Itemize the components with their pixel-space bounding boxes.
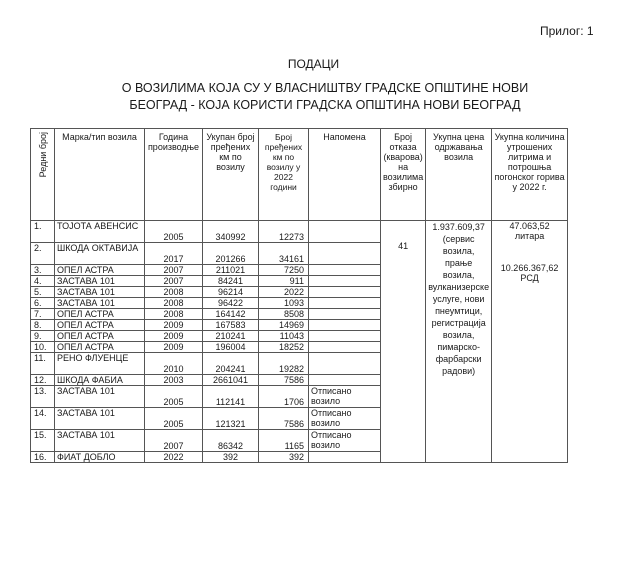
row-note bbox=[309, 375, 381, 386]
subtitle-line-1: О ВОЗИЛИМА КОЈА СУ У ВЛАСНИШТВУ ГРАДСКЕ ОПШТИНЕ НОВИ bbox=[121, 81, 529, 95]
header-failures: Број отказа (кварова) на возилима збирно bbox=[381, 129, 426, 221]
header-no: Редни број bbox=[31, 129, 55, 221]
row-year: 2008 bbox=[145, 298, 203, 309]
failures-total: 41 bbox=[381, 221, 426, 463]
row-number: 10. bbox=[31, 342, 55, 353]
row-year: 2007 bbox=[145, 430, 203, 452]
fuel-liters: 47.063,52 литара bbox=[509, 221, 550, 241]
row-note bbox=[309, 320, 381, 331]
row-model: ШКОДА ФАБИА bbox=[55, 375, 145, 386]
row-km-2022: 8508 bbox=[259, 309, 309, 320]
row-note bbox=[309, 243, 381, 265]
maintenance-total: 1.937.609,37 (сервис возила, прање возила, вулканизерске услуге, нови пнеумтици, регистрација возила, пимарско-фарбарски радови) bbox=[426, 221, 492, 463]
vehicles-table bbox=[30, 128, 568, 463]
row-total-km: 392 bbox=[203, 452, 259, 463]
row-km-2022: 911 bbox=[259, 276, 309, 287]
row-model: ОПЕЛ АСТРА bbox=[55, 331, 145, 342]
row-model: ЗАСТАВА 101 bbox=[55, 386, 145, 408]
row-total-km: 204241 bbox=[203, 353, 259, 375]
row-note: Отписано возило bbox=[309, 408, 381, 430]
header-maintenance: Укупна цена одржавања возила bbox=[426, 129, 492, 221]
row-total-km: 340992 bbox=[203, 221, 259, 243]
row-km-2022: 11043 bbox=[259, 331, 309, 342]
row-model: ЗАСТАВА 101 bbox=[55, 276, 145, 287]
row-number: 16. bbox=[31, 452, 55, 463]
row-km-2022: 1165 bbox=[259, 430, 309, 452]
header-model: Марка/тип возила bbox=[55, 129, 145, 221]
row-year: 2007 bbox=[145, 276, 203, 287]
row-number: 6. bbox=[31, 298, 55, 309]
row-km-2022: 34161 bbox=[259, 243, 309, 265]
row-total-km: 112141 bbox=[203, 386, 259, 408]
row-model: ТОЈОТА АВЕНСИС bbox=[55, 221, 145, 243]
row-number: 14. bbox=[31, 408, 55, 430]
table-header-row bbox=[31, 129, 568, 221]
row-total-km: 84241 bbox=[203, 276, 259, 287]
row-year: 2008 bbox=[145, 287, 203, 298]
row-note bbox=[309, 331, 381, 342]
document-title: ПОДАЦИ bbox=[287, 57, 340, 71]
row-total-km: 201266 bbox=[203, 243, 259, 265]
row-note bbox=[309, 452, 381, 463]
row-km-2022: 7250 bbox=[259, 265, 309, 276]
row-total-km: 210241 bbox=[203, 331, 259, 342]
fuel-cost: 10.266.367,62 РСД bbox=[500, 263, 559, 283]
row-model: РЕНО ФЛУЕНЦЕ bbox=[55, 353, 145, 375]
row-model: ФИАТ ДОБЛО bbox=[55, 452, 145, 463]
row-number: 12. bbox=[31, 375, 55, 386]
row-km-2022: 18252 bbox=[259, 342, 309, 353]
header-year: Година производње bbox=[145, 129, 203, 221]
row-year: 2005 bbox=[145, 386, 203, 408]
row-total-km: 164142 bbox=[203, 309, 259, 320]
row-year: 2017 bbox=[145, 243, 203, 265]
row-year: 2010 bbox=[145, 353, 203, 375]
row-total-km: 86342 bbox=[203, 430, 259, 452]
row-total-km: 196004 bbox=[203, 342, 259, 353]
row-year: 2022 bbox=[145, 452, 203, 463]
row-km-2022: 19282 bbox=[259, 353, 309, 375]
row-number: 1. bbox=[31, 221, 55, 243]
row-total-km: 96214 bbox=[203, 287, 259, 298]
row-year: 2005 bbox=[145, 221, 203, 243]
row-year: 2009 bbox=[145, 342, 203, 353]
row-note: Отписано возило bbox=[309, 430, 381, 452]
row-total-km: 211021 bbox=[203, 265, 259, 276]
row-model: ОПЕЛ АСТРА bbox=[55, 342, 145, 353]
row-km-2022: 7586 bbox=[259, 375, 309, 386]
row-model: ШКОДА ОКТАВИЈА bbox=[55, 243, 145, 265]
row-year: 2009 bbox=[145, 320, 203, 331]
row-km-2022: 2022 bbox=[259, 287, 309, 298]
row-total-km: 96422 bbox=[203, 298, 259, 309]
row-model: ОПЕЛ АСТРА bbox=[55, 320, 145, 331]
document-subtitle bbox=[60, 80, 590, 114]
row-total-km: 2661041 bbox=[203, 375, 259, 386]
row-number: 2. bbox=[31, 243, 55, 265]
row-year: 2008 bbox=[145, 309, 203, 320]
row-model: ОПЕЛ АСТРА bbox=[55, 309, 145, 320]
row-year: 2007 bbox=[145, 265, 203, 276]
row-total-km: 167583 bbox=[203, 320, 259, 331]
row-note bbox=[309, 353, 381, 375]
row-model: ОПЕЛ АСТРА bbox=[55, 265, 145, 276]
row-number: 5. bbox=[31, 287, 55, 298]
row-note bbox=[309, 298, 381, 309]
row-note bbox=[309, 342, 381, 353]
row-year: 2003 bbox=[145, 375, 203, 386]
row-note bbox=[309, 276, 381, 287]
header-fuel: Укупна количина утрошених литрима и потрошња погонског горива у 2022 г. bbox=[492, 129, 568, 221]
row-number: 4. bbox=[31, 276, 55, 287]
row-number: 9. bbox=[31, 331, 55, 342]
row-note bbox=[309, 287, 381, 298]
table-row bbox=[31, 221, 568, 243]
row-km-2022: 1093 bbox=[259, 298, 309, 309]
fuel-total bbox=[492, 221, 568, 463]
row-number: 8. bbox=[31, 320, 55, 331]
row-model: ЗАСТАВА 101 bbox=[55, 298, 145, 309]
attachment-label: Прилог: 1 bbox=[540, 24, 594, 38]
row-note: Отписано возило bbox=[309, 386, 381, 408]
header-note: Напомена bbox=[309, 129, 381, 221]
row-km-2022: 1706 bbox=[259, 386, 309, 408]
row-year: 2005 bbox=[145, 408, 203, 430]
row-number: 11. bbox=[31, 353, 55, 375]
row-year: 2009 bbox=[145, 331, 203, 342]
row-number: 7. bbox=[31, 309, 55, 320]
row-km-2022: 14969 bbox=[259, 320, 309, 331]
row-km-2022: 7586 bbox=[259, 408, 309, 430]
row-note bbox=[309, 309, 381, 320]
row-number: 15. bbox=[31, 430, 55, 452]
row-km-2022: 12273 bbox=[259, 221, 309, 243]
row-model: ЗАСТАВА 101 bbox=[55, 408, 145, 430]
row-number: 3. bbox=[31, 265, 55, 276]
subtitle-line-2: БЕОГРАД - КОЈА КОРИСТИ ГРАДСКА ОПШТИНА НОВИ БЕОГРАД bbox=[129, 98, 521, 112]
row-km-2022: 392 bbox=[259, 452, 309, 463]
row-total-km: 121321 bbox=[203, 408, 259, 430]
header-total-km: Укупан број пређених км по возилу bbox=[203, 129, 259, 221]
row-note bbox=[309, 265, 381, 276]
row-note bbox=[309, 221, 381, 243]
header-km-2022: Број пређених км по возилу у 2022 години bbox=[259, 129, 309, 221]
row-model: ЗАСТАВА 101 bbox=[55, 287, 145, 298]
row-number: 13. bbox=[31, 386, 55, 408]
row-model: ЗАСТАВА 101 bbox=[55, 430, 145, 452]
